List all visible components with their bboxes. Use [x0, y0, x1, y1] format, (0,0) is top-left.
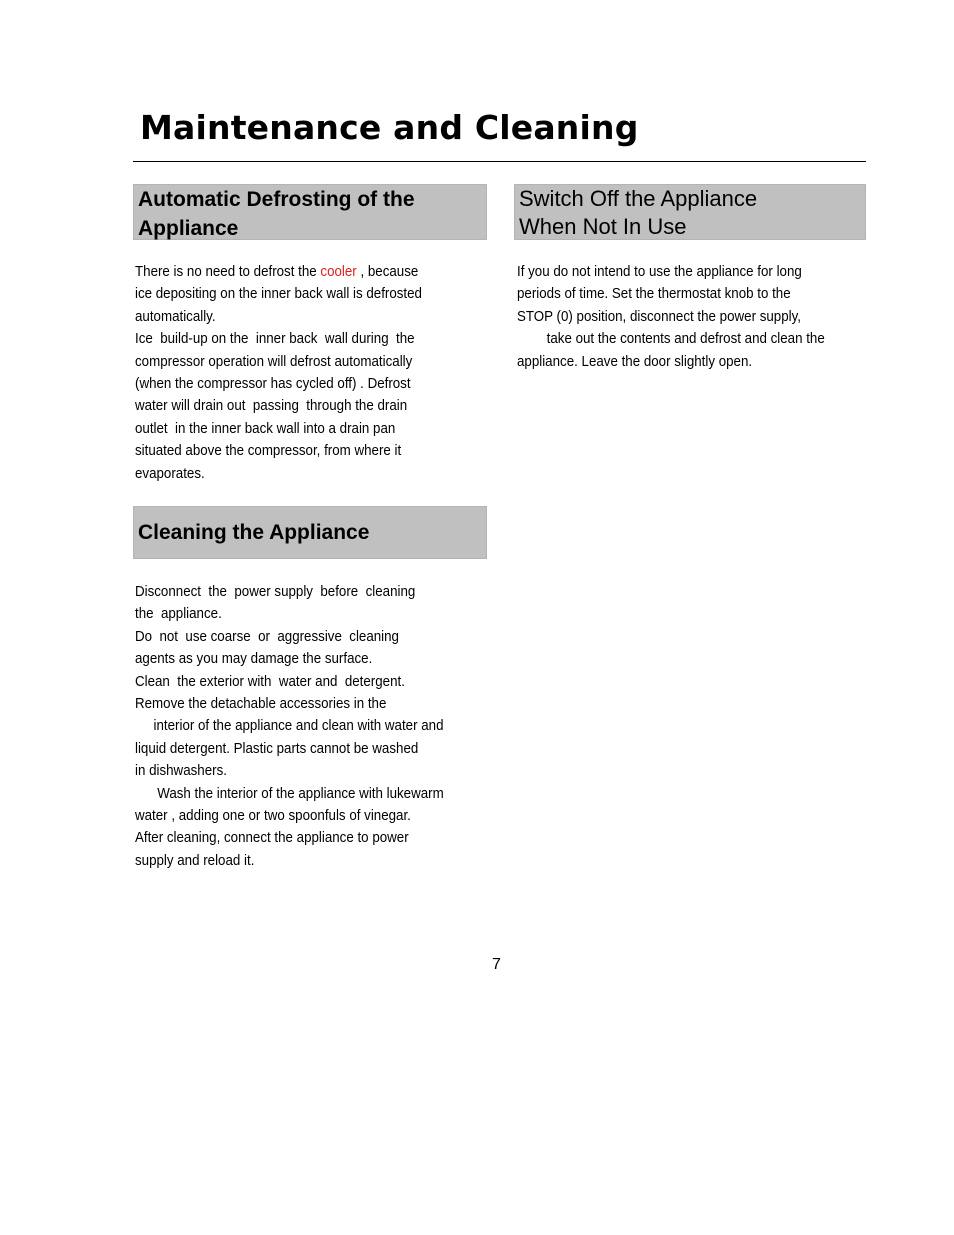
defrost-line: ice depositing on the inner back wall is defrosted: [135, 286, 422, 303]
defrost-line-1: [135, 261, 422, 283]
defrost-heading-line2: Appliance: [138, 217, 239, 240]
cleaning-line: After cleaning, connect the appliance to power: [135, 830, 409, 847]
defrost-line: automatically.: [135, 308, 216, 325]
defrost-line: evaporates.: [135, 465, 205, 482]
cleaning-body: [135, 581, 444, 872]
cleaning-line: agents as you may damage the surface.: [135, 651, 373, 668]
cooler-highlight: cooler: [320, 264, 357, 280]
defrost-line: compressor operation will defrost automatically: [135, 353, 413, 370]
title-divider: [133, 161, 866, 162]
switch-off-heading-line2: When Not In Use: [519, 214, 687, 239]
cleaning-line: Wash the interior of the appliance with lukewarm: [135, 785, 444, 802]
defrost-line: water will drain out passing through the drain: [135, 398, 408, 415]
defrost-line: (when the compressor has cycled off) . Defrost: [135, 376, 411, 393]
cleaning-heading: Cleaning the Appliance: [138, 521, 370, 544]
defrost-section-header: [133, 184, 487, 240]
cleaning-line: Do not use coarse or aggressive cleaning: [135, 628, 399, 645]
defrost-body: [135, 261, 422, 485]
cleaning-line: in dishwashers.: [135, 763, 227, 780]
defrost-line: Ice build-up on the inner back wall during the: [135, 331, 415, 348]
switch-off-line: periods of time. Set the thermostat knob to the: [517, 286, 791, 303]
cleaning-line: the appliance.: [135, 606, 222, 623]
cleaning-line: liquid detergent. Plastic parts cannot be washed: [135, 740, 419, 757]
switch-off-line: take out the contents and defrost and clean the: [517, 331, 825, 348]
defrost-line-1-after: , because: [356, 264, 419, 280]
defrost-line: situated above the compressor, from where it: [135, 443, 402, 460]
cleaning-line: Remove the detachable accessories in the: [135, 696, 387, 713]
switch-off-heading-line1: Switch Off the Appliance: [519, 186, 758, 211]
page-title: Maintenance and Cleaning: [140, 108, 639, 147]
switch-off-line: appliance. Leave the door slightly open.: [517, 353, 753, 370]
defrost-heading-line1: Automatic Defrosting of the: [138, 188, 415, 211]
cleaning-section-header: [133, 506, 487, 559]
switch-off-line: If you do not intend to use the appliance for long: [517, 264, 802, 280]
page-number: 7: [492, 956, 501, 973]
cleaning-line: interior of the appliance and clean with water and: [135, 718, 444, 735]
cleaning-line: Disconnect the power supply before cleaning: [135, 584, 416, 600]
switch-off-line: STOP (0) position, disconnect the power supply,: [517, 308, 802, 325]
cleaning-line: Clean the exterior with water and detergent.: [135, 673, 405, 690]
defrost-line-1-before: There is no need to defrost the: [135, 264, 321, 280]
cleaning-line: water , adding one or two spoonfuls of vinegar.: [135, 808, 411, 825]
cleaning-line: supply and reload it.: [135, 852, 255, 869]
defrost-line: outlet in the inner back wall into a drain pan: [135, 420, 396, 437]
switch-off-body: [517, 261, 825, 373]
switch-off-section-header: [514, 184, 866, 240]
